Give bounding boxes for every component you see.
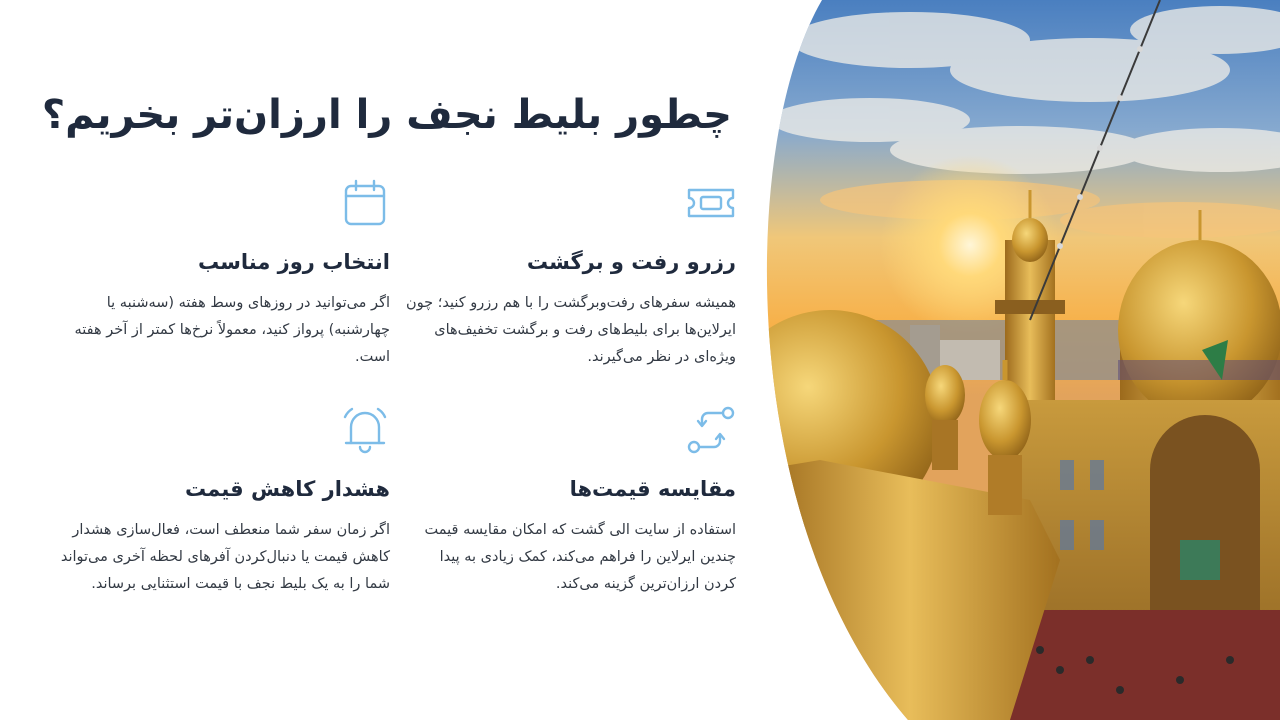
tip-body: همیشه سفرهای رفت‌وبرگشت را با هم رزرو کنید؛ چون ایرلاین‌ها برای بلیط‌های رفت و برگشت تخفیف‌های ویژه‌ای در نظر می‌گیرند. — [406, 295, 736, 365]
tip-heading: رزرو رفت و برگشت — [526, 250, 736, 274]
bell-icon — [340, 405, 390, 455]
tip-body: استفاده از سایت الی گشت که امکان مقایسه قیمت چندین ایرلاین را فراهم می‌کند، کمک زیادی به پیدا کردن ارزان‌ترین گزینه می‌کند. — [424, 522, 736, 592]
tip-heading: انتخاب روز مناسب — [198, 250, 390, 274]
compare-arrows-icon — [686, 405, 736, 455]
tip-heading: مقایسه قیمت‌ها — [569, 477, 736, 501]
tip-body: اگر زمان سفر شما منعطف است، فعال‌سازی هشدار کاهش قیمت یا دنبال‌کردن آفرهای لحظه آخری می‌تواند شما را به یک بلیط نجف با قیمت استثنایی برساند. — [60, 522, 390, 592]
calendar-icon — [340, 178, 390, 228]
ticket-icon — [686, 178, 736, 228]
tip-body: اگر می‌توانید در روزهای وسط هفته (سه‌شنبه یا چهارشنبه) پرواز کنید، معمولاً نرخ‌ها کمتر از آخر هفته است. — [74, 295, 390, 365]
shrine-photo — [760, 0, 1280, 720]
page-title: چطور بلیط نجف را ارزان‌تر بخریم؟ — [41, 92, 732, 138]
tip-heading: هشدار کاهش قیمت — [185, 477, 390, 501]
